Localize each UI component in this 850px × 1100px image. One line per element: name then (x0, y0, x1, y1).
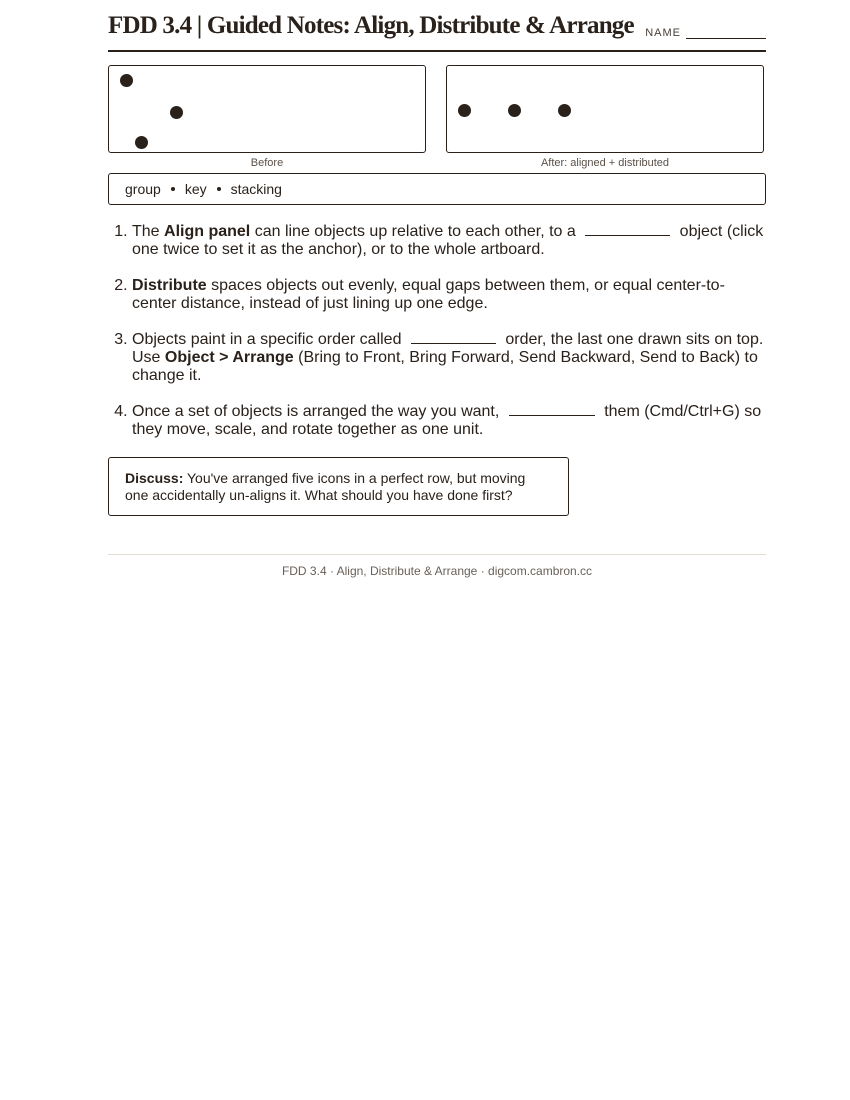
fill-in-blank[interactable] (585, 225, 670, 236)
before-panel (108, 65, 426, 169)
note-text: The (132, 223, 165, 240)
note-term: Object > Arrange (164, 349, 294, 366)
before-caption: Before (250, 157, 284, 169)
bullet-separator (217, 187, 221, 191)
worksheet-page (108, 0, 766, 578)
note-item-2 (132, 277, 766, 313)
note-text: can line objects up relative to each other, to a (250, 223, 581, 240)
after-panel (446, 65, 764, 169)
diagrams (108, 65, 766, 172)
note-item-4 (132, 403, 766, 439)
scattered-dot (170, 106, 183, 119)
name-field (645, 27, 766, 39)
aligned-dot (458, 104, 471, 117)
scattered-dot (120, 74, 133, 87)
scattered-dot (135, 136, 148, 149)
fill-in-blank[interactable] (509, 405, 595, 416)
footer (108, 554, 766, 578)
word-bank-item: group (125, 181, 161, 197)
note-text: them (Cmd/Ctrl+G) so they move, scale, and rotate together as one unit. (132, 403, 762, 438)
name-blank-line (686, 28, 766, 39)
header (108, 0, 766, 52)
note-text: Objects paint in a specific order called (132, 331, 406, 348)
discuss-label: Discuss: (125, 470, 184, 486)
aligned-dot (508, 104, 521, 117)
note-text: (Bring to Front, Bring Forward, Send Backward, Send to Back) to change it. (132, 349, 758, 384)
note-text: Once a set of objects is arranged the way you want, (132, 403, 504, 420)
notes-list (108, 223, 766, 439)
footer-text: FDD 3.4 · Align, Distribute & Arrange · digcom.cambron.cc (281, 564, 593, 578)
note-item-1 (132, 223, 766, 259)
word-bank (108, 173, 766, 205)
word-bank-item: key (184, 181, 207, 197)
note-text: spaces objects out evenly, equal gaps between them, or equal center-to-center distance, instead of just lining up one edge. (132, 277, 725, 312)
note-term: Distribute (132, 277, 207, 294)
note-text: order, the last one drawn sits on top. Use (132, 331, 764, 366)
after-caption: After: aligned + distributed (540, 157, 670, 169)
discuss-box (108, 457, 569, 516)
aligned-dot (558, 104, 571, 117)
after-diagram (446, 65, 764, 153)
before-diagram (108, 65, 426, 153)
fill-in-blank[interactable] (411, 333, 496, 344)
note-item-3 (132, 331, 766, 385)
page-title: FDD 3.4 | Guided Notes: Align, Distribute & Arrange (108, 12, 634, 39)
name-label: NAME (645, 27, 681, 39)
bullet-separator (171, 187, 175, 191)
note-text: object (click one twice to set it as the anchor), or to the whole artboard. (132, 223, 764, 258)
note-term: Align panel (164, 223, 251, 240)
word-bank-item: stacking (230, 181, 282, 197)
discuss-text: You've arranged five icons in a perfect row, but moving one accidentally un-aligns it. What should you have done first? (125, 470, 526, 503)
